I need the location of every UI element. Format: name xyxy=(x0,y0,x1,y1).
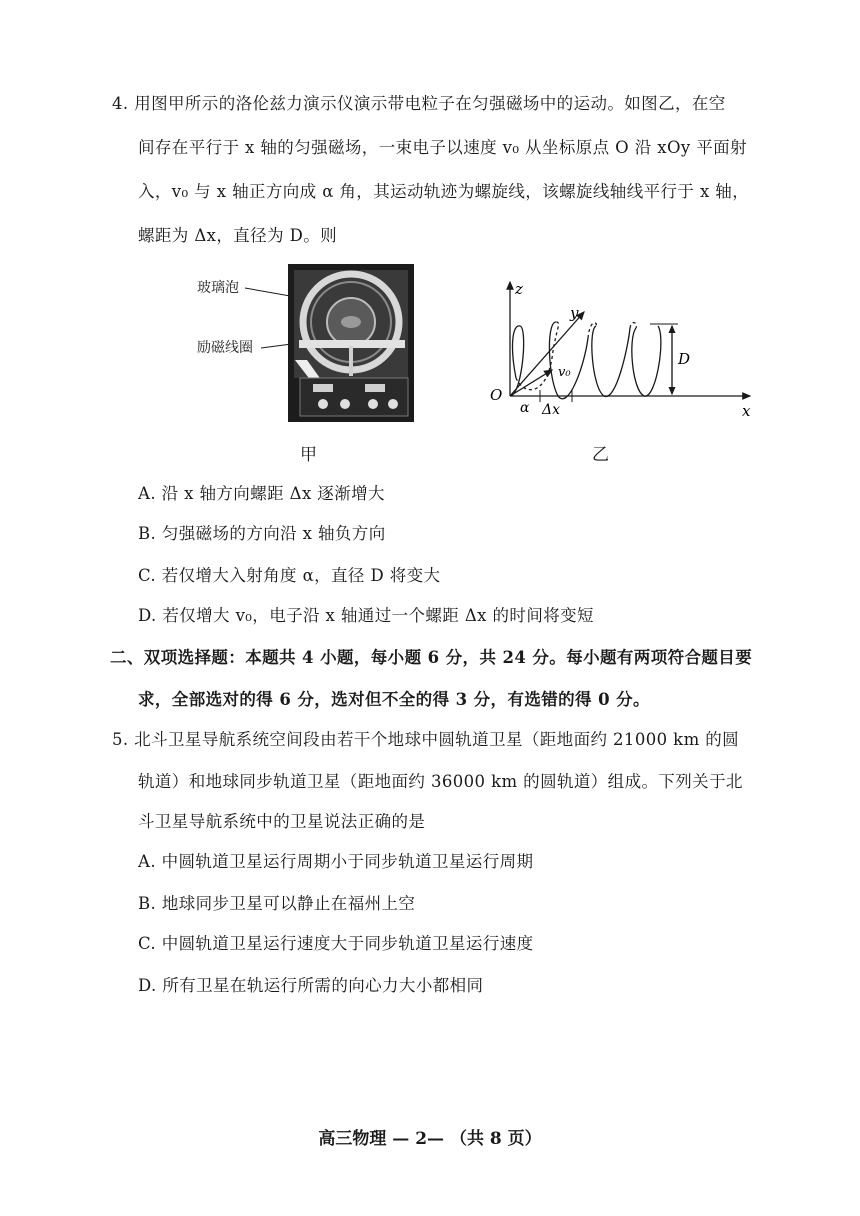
section2-instructions-line-1: 二、双项选择题：本题共 4 小题，每小题 6 分，共 24 分。每小题有两项符合题目要 xyxy=(110,648,753,667)
q5-option-d: D. 所有卫星在轨运行所需的向心力大小都相同 xyxy=(138,976,484,995)
q4-stem-line-1: 4. 用图甲所示的洛伦兹力演示仪演示带电粒子在匀强磁场中的运动。如图乙，在空 xyxy=(112,94,726,113)
q5-stem-line-3: 斗卫星导航系统中的卫星说法正确的是 xyxy=(138,812,426,831)
axis-x-label: x xyxy=(742,402,751,420)
label-excitation-coil: 励磁线圈 xyxy=(197,340,253,356)
velocity-label: v₀ xyxy=(558,365,571,380)
q4-stem-line-3: 入，v₀ 与 x 轴正方向成 α 角，其运动轨迹为螺旋线，该螺旋线轴线平行于 x 轴， xyxy=(138,182,750,201)
figure-jia-caption: 甲 xyxy=(300,445,317,465)
axis-z-label: z xyxy=(515,280,523,298)
q5-option-c: C. 中圆轨道卫星运行速度大于同步轨道卫星运行速度 xyxy=(138,934,534,953)
q5-stem-line-1: 5. 北斗卫星导航系统空间段由若干个地球中圆轨道卫星（距地面约 21000 km 的圆 xyxy=(112,730,740,749)
pitch-label: Δx xyxy=(542,402,561,418)
label-glass-bulb: 玻璃泡 xyxy=(197,280,239,296)
q4-option-b: B. 匀强磁场的方向沿 x 轴负方向 xyxy=(138,524,386,543)
q4-stem-line-4: 螺距为 Δx，直径为 D。则 xyxy=(138,226,338,245)
q4-stem-line-2: 间存在平行于 x 轴的匀强磁场，一束电子以速度 v₀ 从坐标原点 O 沿 xOy 平面射 xyxy=(138,138,747,157)
figure-yi-caption: 乙 xyxy=(592,445,609,465)
angle-label: α xyxy=(520,400,530,416)
q4-option-d: D. 若仅增大 v₀，电子沿 x 轴通过一个螺距 Δx 的时间将变短 xyxy=(138,606,594,625)
q4-option-c: C. 若仅增大入射角度 α，直径 D 将变大 xyxy=(138,566,441,585)
q4-option-a: A. 沿 x 轴方向螺距 Δx 逐渐增大 xyxy=(138,484,385,503)
origin-label: O xyxy=(490,386,503,404)
q5-option-b: B. 地球同步卫星可以静止在福州上空 xyxy=(138,894,416,913)
diameter-label: D xyxy=(678,350,691,368)
q5-option-a: A. 中圆轨道卫星运行周期小于同步轨道卫星运行周期 xyxy=(138,852,534,871)
q5-stem-line-2: 轨道）和地球同步轨道卫星（距地面约 36000 km 的圆轨道）组成。下列关于北 xyxy=(138,772,743,791)
section2-instructions-line-2: 求，全部选对的得 6 分，选对但不全的得 3 分，有选错的得 0 分。 xyxy=(138,690,650,709)
figure-yi-helix-diagram xyxy=(480,278,760,428)
axis-y-label: y xyxy=(570,304,579,322)
page-footer: 高三物理 — 2— （共 8 页） xyxy=(318,1129,542,1149)
figure-jia-apparatus xyxy=(195,260,420,430)
